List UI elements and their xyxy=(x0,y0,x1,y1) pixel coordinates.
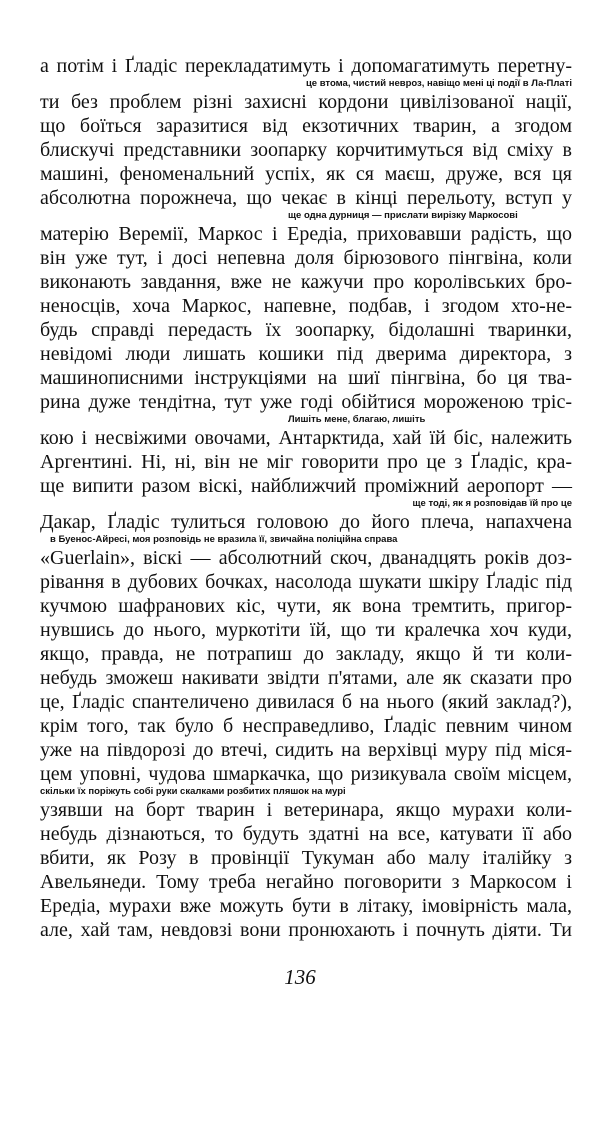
text-line-content: уже на півдорозі до втечі, сидить на верхівці муру під міся- xyxy=(40,739,572,761)
text-line xyxy=(40,186,572,210)
text-line xyxy=(40,450,572,474)
text-line xyxy=(40,318,572,342)
text-line xyxy=(40,570,572,594)
interlinear-gloss: ще тоді, як я розповідав їй про це xyxy=(412,498,572,509)
text-line-content: ще випити разом віскі, найближчий проміжний аеропорт — xyxy=(40,475,572,497)
text-line xyxy=(40,342,572,366)
text-line xyxy=(40,690,572,714)
text-line-content: блискучі представники зоопарку корчитимуться від сміху в xyxy=(40,139,572,161)
text-line xyxy=(40,822,572,846)
text-line-content: кою і несвіжими овочами, Антарктида, хай їй біс, належить xyxy=(40,427,572,449)
text-line xyxy=(40,90,572,114)
text-line-content: вбити, як Розу в провінції Тукуман або малу італійку з xyxy=(40,847,572,869)
text-line xyxy=(40,294,572,318)
text-line-content: цем уповні, чудова шмаркачка, що ризикувала своїм місцем, xyxy=(40,763,572,785)
text-line-content: кучмою шафранових кіс, чути, як вона тремтить, пригор- xyxy=(40,595,572,617)
text-line-content: Ередіа, мурахи вже можуть бути в літаку, імовірність мала, xyxy=(40,895,572,917)
interlinear-gloss: скільки їх поріжуть собі руки скалками розбитих пляшок на мурі xyxy=(40,786,346,797)
text-line-content: узявши на борт тварин і ветеринара, якщо мурахи коли- xyxy=(40,799,572,821)
text-line xyxy=(40,846,572,870)
text-line xyxy=(40,666,572,690)
text-line xyxy=(40,618,572,642)
text-line-content: рина дуже тендітна, тут уже годі обійтися мороженою тріс- xyxy=(40,391,572,413)
text-line-content: матерію Веремії, Маркос і Ередіа, приховавши радість, що xyxy=(40,223,572,245)
text-line xyxy=(40,114,572,138)
text-line xyxy=(40,270,572,294)
text-line-content: невідомі люди лишать кошики під дверима директора, з xyxy=(40,343,572,365)
text-line xyxy=(40,714,572,738)
text-line-content: ти без проблем різні захисні кордони цивілізованої нації, xyxy=(40,91,572,113)
text-line-content: це, Ґладіс спантеличено дивилася б на нього (який заклад?), xyxy=(40,691,572,713)
text-line xyxy=(40,594,572,618)
text-line-content: будь справді передасть їх зоопарку, бідолашні тваринки, xyxy=(40,319,572,341)
text-line xyxy=(40,918,572,942)
text-line xyxy=(40,798,572,822)
text-line xyxy=(40,366,572,390)
text-line-content: Дакар, Ґладіс тулиться головою до його плеча, напахчена xyxy=(40,511,572,533)
text-line xyxy=(40,870,572,894)
text-line-content: він уже тут, і досі непевна доля бірюзового пінгвіна, коли xyxy=(40,247,572,269)
text-line-content: «Guerlain», віскі — абсолютний скоч, дванадцять років доз- xyxy=(40,547,572,569)
text-line xyxy=(40,642,572,666)
text-line-content: машинописними інструкціями на шиї пінгвіна, бо ця тва- xyxy=(40,367,572,389)
text-line-content: а потім і Ґладіс перекладатимуть і допомагатимуть перетну- xyxy=(40,55,572,77)
text-line-content: якщо, правда, не потрапиш до закладу, якщо й ти коли- xyxy=(40,643,572,665)
text-line xyxy=(40,222,572,246)
text-line-content: абсолютна порожнеча, що чекає в кінці перельоту, вступ у xyxy=(40,187,572,209)
text-line xyxy=(40,546,572,570)
text-line-content: небудь дізнаються, то будуть здатні на все, катувати її або xyxy=(40,823,572,845)
text-line-content: неносців, хоча Маркос, напевне, подбав, і згодом хто-не- xyxy=(40,295,572,317)
text-line-content: Аргентині. Ні, ні, він не міг говорити про це з Ґладіс, кра- xyxy=(40,451,572,473)
interlinear-gloss: Лишіть мене, благаю, лишіть xyxy=(288,414,426,425)
text-line xyxy=(40,510,572,534)
text-line-content: небудь зможеш накивати звідти п'ятами, але як сказати про xyxy=(40,667,572,689)
text-line-content: машині, феноменальний успіх, як ся маєш, друже, вся ця xyxy=(40,163,572,185)
text-line xyxy=(40,738,572,762)
interlinear-gloss: це втома, чистий невроз, навіщо мені ці події в Ла-Платі xyxy=(305,78,572,89)
text-line-content: але, хай там, невдовзі вони пронюхають і почнуть діяти. Ти xyxy=(40,919,572,941)
book-page-text xyxy=(40,0,572,990)
text-line xyxy=(40,390,572,414)
interlinear-gloss: ще одна дурниця — прислати вирізку Маркосові xyxy=(288,210,518,221)
text-line xyxy=(40,54,572,78)
text-line xyxy=(40,246,572,270)
text-line xyxy=(40,894,572,918)
text-line xyxy=(40,426,572,450)
text-line-content: крім того, так було б несправедливо, Ґладіс певним чином xyxy=(40,715,572,737)
text-line-content: виконають завдання, вже не кажучи про королівських бро- xyxy=(40,271,572,293)
text-line-content: нувшись до нього, муркотіти їй, що ти кралечка хоч куди, xyxy=(40,619,572,641)
text-line-content: що боїться заразитися від екзотичних тварин, а згодом xyxy=(40,115,572,137)
interlinear-gloss: в Буенос-Айресі, моя розповідь не вразила її, звичайна поліційна справа xyxy=(50,534,398,545)
page-number: 136 xyxy=(284,965,316,989)
text-line xyxy=(40,762,572,786)
text-line xyxy=(40,138,572,162)
text-line xyxy=(40,162,572,186)
text-line xyxy=(40,474,572,498)
text-line-content: рівання в дубових бочках, насолода шукати шкіру Ґладіс під xyxy=(40,571,572,593)
text-line-content: Авельянеди. Тому треба негайно поговорити з Маркосом і xyxy=(40,871,572,893)
